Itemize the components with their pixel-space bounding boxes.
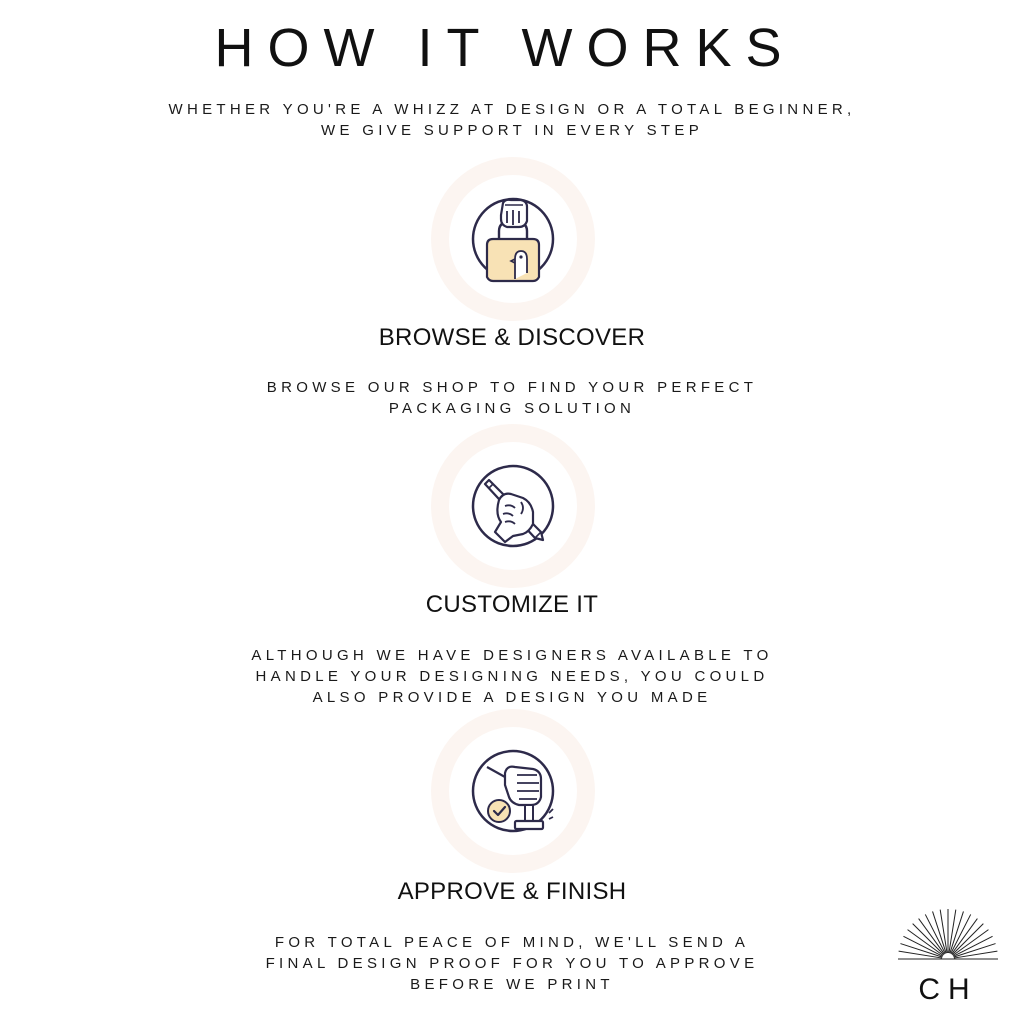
step-2-desc-line: HANDLE YOUR DESIGNING NEEDS, YOU COULD <box>255 668 769 685</box>
step-3-title: APPROVE & FINISH <box>397 878 627 905</box>
step-3-desc-line: FINAL DESIGN PROOF FOR YOU TO APPROVE <box>265 955 759 972</box>
step-1-icon-circle <box>449 175 577 303</box>
step-3-description <box>0 932 1024 995</box>
step-2-description <box>0 645 1024 708</box>
step-3-desc-line: FOR TOTAL PEACE OF MIND, WE'LL SEND A <box>274 934 750 951</box>
brand-logo-text: CH <box>918 973 978 1006</box>
sunburst-logo-icon <box>896 904 1000 964</box>
step-1-title: BROWSE & DISCOVER <box>378 324 646 351</box>
step-3-icon-ring <box>431 709 595 873</box>
sunburst-ray <box>913 924 944 955</box>
intro-line: WHETHER YOU'RE A WHIZZ AT DESIGN OR A TOTAL BEGINNER, <box>168 101 856 118</box>
step-1-desc-line: PACKAGING SOLUTION <box>388 400 636 417</box>
intro-line: WE GIVE SUPPORT IN EVERY STEP <box>321 122 703 139</box>
step-1-desc-line: BROWSE OUR SHOP TO FIND YOUR PERFECT <box>266 379 758 396</box>
page-title: HOW IT WORKS <box>214 18 796 78</box>
step-2-icon-circle <box>449 442 577 570</box>
step-2-desc-line: ALSO PROVIDE A DESIGN YOU MADE <box>312 689 712 706</box>
step-2-icon-ring <box>431 424 595 588</box>
step-1-description <box>0 377 1024 419</box>
hand-holding-pen-icon <box>449 442 577 570</box>
step-3-desc-line: BEFORE WE PRINT <box>410 976 614 993</box>
shopping-bag-hand-icon <box>449 175 577 303</box>
intro-text <box>0 99 1024 141</box>
step-3-icon-circle <box>449 727 577 855</box>
step-2-title: CUSTOMIZE IT <box>425 591 599 618</box>
brand-logo <box>896 904 1000 1008</box>
step-1-icon-ring <box>431 157 595 321</box>
step-2-desc-line: ALTHOUGH WE HAVE DESIGNERS AVAILABLE TO <box>251 647 773 664</box>
hand-stamp-check-icon <box>449 727 577 855</box>
sunburst-ray <box>952 924 983 955</box>
